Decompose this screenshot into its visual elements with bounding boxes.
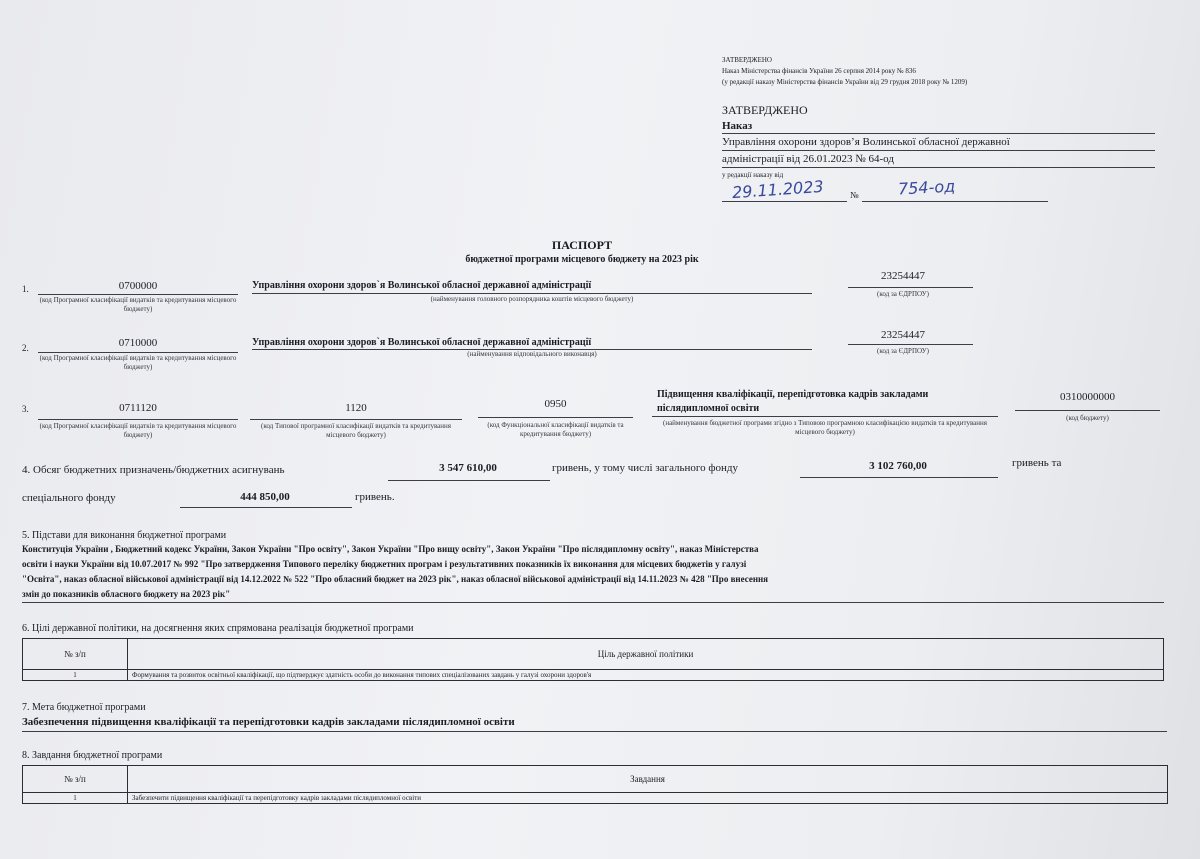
section5-line3: "Освіта", наказ обласної військової адміністрації від 14.12.2022 № 522 "Про обласний бюджет на 2023 рік", наказ обласної військової адміністрації від 14.11.2023 № 428 "Про внесення — [22, 574, 769, 584]
tasks-col-number: № з/п — [23, 766, 128, 793]
row2-name-caption: (найменування відповідального виконавця) — [467, 350, 597, 358]
approval-top-title: ЗАТВЕРДЖЕНО — [722, 56, 772, 64]
row1-edrpou: 23254447 — [881, 270, 925, 282]
row3-code: 0711120 — [119, 402, 157, 414]
row3-name-caption: (найменування бюджетної програми згідно з Типовою програмною класифікацією видатків та кредитування місцевого бюджету) — [663, 419, 987, 436]
section5-line1: Конституція України , Бюджетний кодекс України, Закон України "Про освіту", Закон України "Про вищу освіту", Закон України "Про післядипломну освіту", наказ Міністерства — [22, 544, 759, 554]
row3-typical-caption: (код Типової програмної класифікації видатків та кредитування місцевого бюджету) — [261, 422, 451, 439]
document-subtitle: бюджетної програми місцевого бюджету на 2023 рік — [465, 254, 699, 265]
goals-col-goal: Ціль державної політики — [128, 639, 1164, 670]
section7-label: 7. Мета бюджетної програми — [22, 702, 146, 713]
approval-org-line1: Управління охорони здоров’я Волинської обласної державної — [722, 136, 1010, 148]
approval-title: ЗАТВЕРДЖЕНО — [722, 103, 808, 117]
approval-edition-label: у редакції наказу від — [722, 171, 784, 179]
approval-top-line1: Наказ Міністерства фінансів України 26 серпня 2014 року № 836 — [722, 67, 916, 75]
section4-special-label: спеціального фонду — [22, 492, 116, 504]
table-header-row — [23, 766, 1168, 793]
row1-edrpou-caption: (код за ЄДРПОУ) — [877, 290, 929, 298]
row3-code-caption: (код Програмної класифікації видатків та кредитування місцевого бюджету) — [39, 422, 237, 439]
table-header-row — [23, 639, 1164, 670]
handwritten-date: 29.11.2023 — [731, 176, 825, 203]
row2-number: 2. — [22, 343, 29, 353]
row1-name: Управління охорони здоров`я Волинської обласної державної адміністрації — [252, 280, 592, 291]
goals-row-text: Формування та розвиток освітньої кваліфікації, що підтверджує здатність особи до виконання типових спеціалізованих завдань у галузі охорони здоров'я — [128, 670, 1164, 681]
goals-col-number: № з/п — [23, 639, 128, 670]
section4-total: 3 547 610,00 — [439, 462, 497, 474]
section5-label: 5. Підстави для виконання бюджетної програми — [22, 530, 227, 541]
approval-order-label: Наказ — [722, 120, 753, 132]
approval-top-line2: (у редакції наказу Міністерства фінансів України від 29 грудня 2018 року № 1209) — [722, 78, 968, 86]
row1-code-caption: (код Програмної класифікації видатків та кредитування місцевого бюджету) — [39, 296, 237, 313]
section8-label: 8. Завдання бюджетної програми — [22, 750, 163, 761]
row1-name-caption: (найменування головного розпорядника коштів місцевого бюджету) — [430, 295, 634, 303]
section4-tail-text: гривень та — [1012, 457, 1062, 469]
row3-budget-caption: (код бюджету) — [1066, 414, 1109, 422]
row2-code: 0710000 — [118, 337, 158, 349]
section7-text: Забезпечення підвищення кваліфікації та перепідготовки кадрів закладами післядипломної освіти — [22, 716, 515, 728]
table-row — [23, 793, 1168, 804]
row1-number: 1. — [22, 284, 29, 294]
row1-code: 0700000 — [118, 280, 158, 292]
row3-func-code: 0950 — [544, 398, 567, 410]
document-title: ПАСПОРТ — [551, 238, 613, 252]
section6-label: 6. Цілі державної політики, на досягнення яких спрямована реалізація бюджетної програми — [22, 623, 414, 634]
section4-label: 4. Обсяг бюджетних призначень/бюджетних асигнувань — [22, 464, 285, 476]
goals-table — [22, 638, 1164, 681]
row3-number: 3. — [22, 404, 29, 414]
section4-special-tail: гривень. — [355, 491, 395, 503]
row3-name-line2: післядипломної освіти — [657, 403, 760, 414]
row2-name: Управління охорони здоров`я Волинської обласної державної адміністрації — [252, 337, 592, 348]
row2-edrpou-caption: (код за ЄДРПОУ) — [877, 347, 929, 355]
row2-code-caption: (код Програмної класифікації видатків та кредитування місцевого бюджету) — [39, 354, 237, 371]
section5-line2: освіти і науки України від 10.07.2017 № 992 "Про затвердження Типового переліку бюджетних програм і результативних показників їх виконання для місцевих бюджетів у галузі — [22, 559, 747, 569]
section5-line4: змін до показників обласного бюджету на 2023 рік" — [22, 589, 231, 599]
section4-general-fund: 3 102 760,00 — [869, 460, 927, 472]
row3-func-caption: (код Функціональної класифікації видатків та кредитування бюджету) — [487, 421, 624, 438]
goals-row-number: 1 — [23, 670, 128, 681]
section4-middle-text: гривень, у тому числі загального фонду — [552, 462, 739, 474]
tasks-col-task: Завдання — [128, 766, 1168, 793]
row3-budget-code: 0310000000 — [1060, 391, 1115, 403]
row3-typical-code: 1120 — [345, 402, 367, 414]
handwritten-number: 754-од — [897, 176, 956, 199]
section4-special-fund: 444 850,00 — [240, 491, 290, 503]
approval-org-line2: адміністрації від 26.01.2023 № 64-од — [722, 153, 894, 165]
tasks-row-text: Забезпечити підвищення кваліфікації та перепідготовку кадрів закладами післядипломної освіти — [128, 793, 1168, 804]
tasks-row-number: 1 — [23, 793, 128, 804]
table-row — [23, 670, 1164, 681]
approval-number-sign: № — [850, 190, 859, 200]
row3-name-line1: Підвищення кваліфікації, перепідготовка кадрів закладами — [657, 389, 929, 400]
tasks-table — [22, 765, 1168, 804]
row2-edrpou: 23254447 — [881, 329, 925, 341]
